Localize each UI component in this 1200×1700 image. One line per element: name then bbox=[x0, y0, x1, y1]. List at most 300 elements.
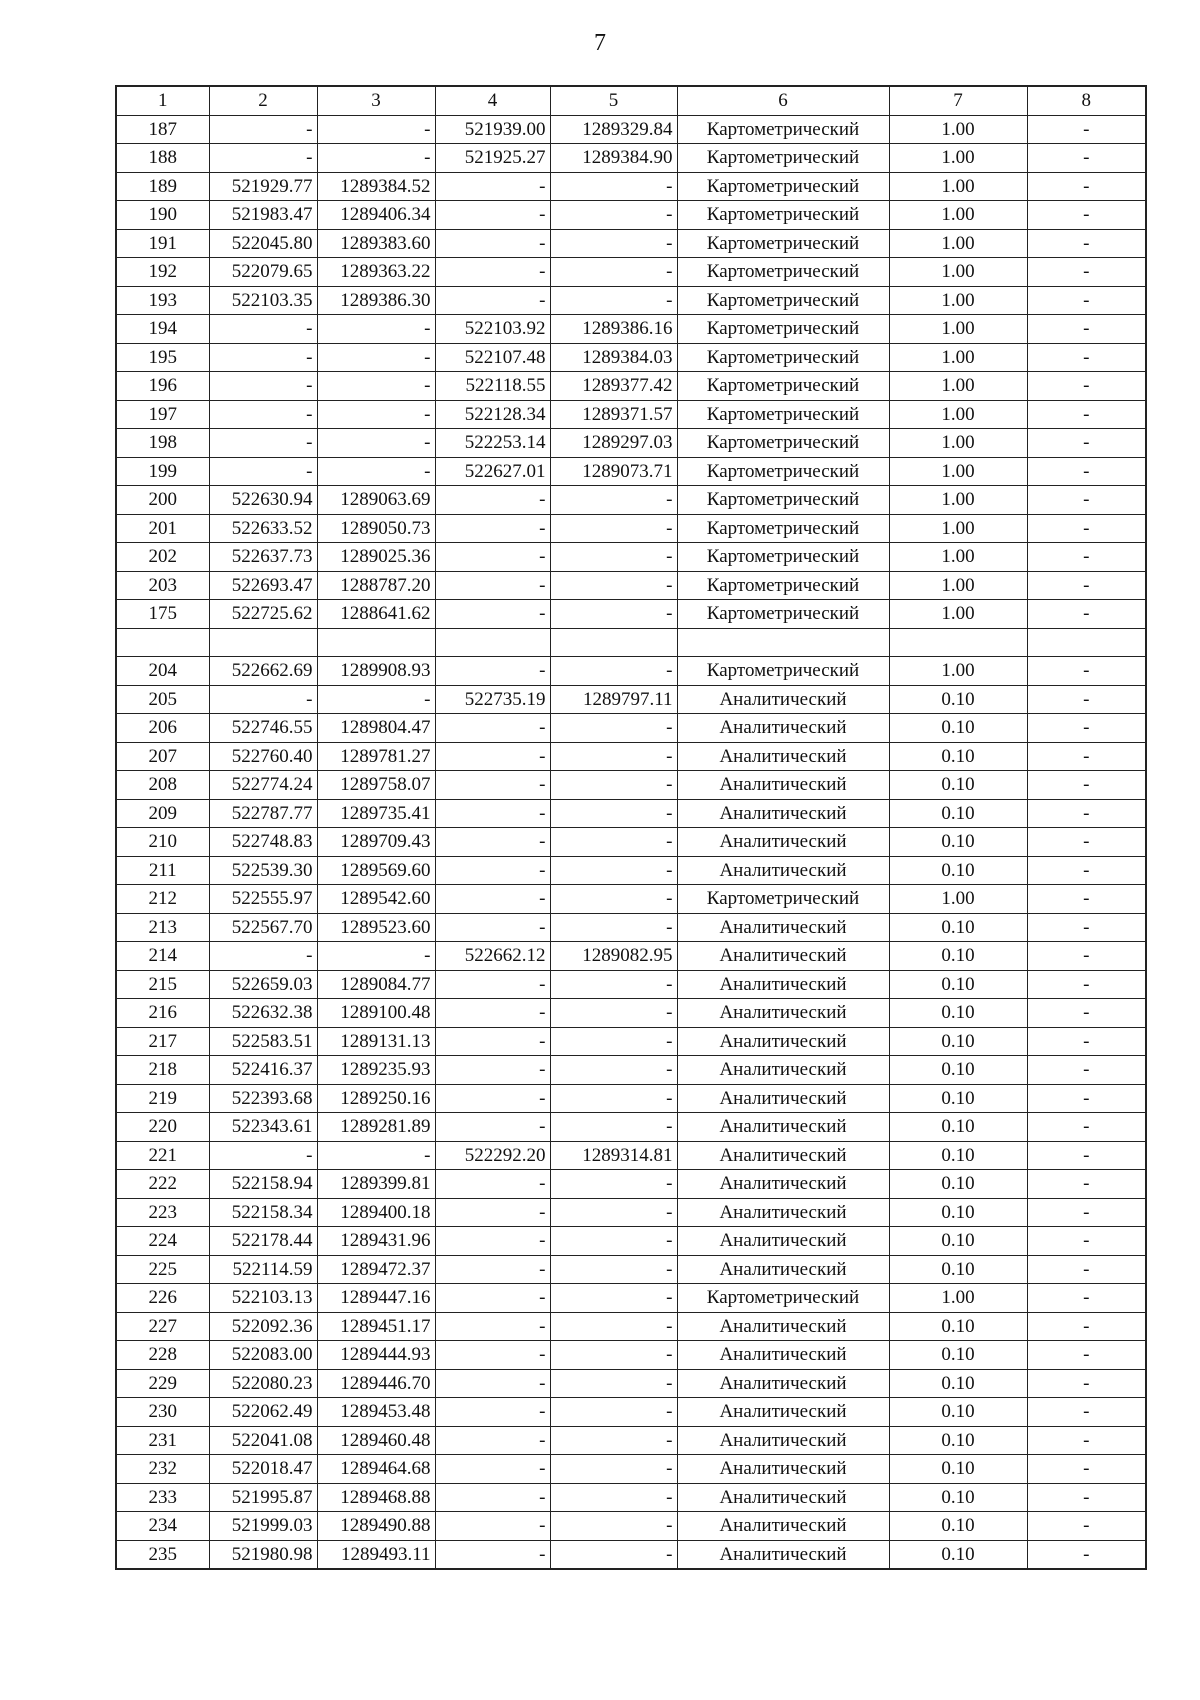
cell-point-number: 231 bbox=[116, 1426, 209, 1455]
cell-note: - bbox=[1027, 571, 1146, 600]
cell-point-number: 193 bbox=[116, 286, 209, 315]
cell-y-coordinate: 1289908.93 bbox=[317, 657, 435, 686]
page-number: 7 bbox=[594, 30, 606, 56]
cell-accuracy: 0.10 bbox=[889, 1113, 1027, 1142]
table-row bbox=[116, 1512, 1146, 1541]
cell-accuracy: 0.10 bbox=[889, 970, 1027, 999]
cell-point-number bbox=[116, 628, 209, 657]
cell-x-coordinate-alt bbox=[435, 628, 550, 657]
cell-y-coordinate-alt: - bbox=[550, 1198, 677, 1227]
cell-y-coordinate: - bbox=[317, 429, 435, 458]
table-row bbox=[116, 1540, 1146, 1569]
cell-y-coordinate-alt: - bbox=[550, 201, 677, 230]
cell-y-coordinate: 1289781.27 bbox=[317, 742, 435, 771]
table-row bbox=[116, 913, 1146, 942]
cell-y-coordinate-alt: - bbox=[550, 1056, 677, 1085]
cell-y-coordinate-alt: 1289386.16 bbox=[550, 315, 677, 344]
cell-point-number: 192 bbox=[116, 258, 209, 287]
cell-x-coordinate: - bbox=[209, 685, 317, 714]
cell-accuracy: 1.00 bbox=[889, 885, 1027, 914]
cell-y-coordinate-alt: - bbox=[550, 286, 677, 315]
cell-y-coordinate-alt: - bbox=[550, 885, 677, 914]
cell-y-coordinate-alt: 1289384.03 bbox=[550, 343, 677, 372]
cell-x-coordinate: 522774.24 bbox=[209, 771, 317, 800]
table-row bbox=[116, 1398, 1146, 1427]
cell-accuracy: 1.00 bbox=[889, 315, 1027, 344]
coordinates-table bbox=[115, 85, 1147, 1570]
cell-note: - bbox=[1027, 1398, 1146, 1427]
cell-y-coordinate-alt: 1289329.84 bbox=[550, 115, 677, 144]
cell-x-coordinate: 522092.36 bbox=[209, 1312, 317, 1341]
cell-x-coordinate: 522103.13 bbox=[209, 1284, 317, 1313]
cell-y-coordinate: 1289468.88 bbox=[317, 1483, 435, 1512]
table-row bbox=[116, 799, 1146, 828]
cell-point-number: 227 bbox=[116, 1312, 209, 1341]
cell-x-coordinate-alt: - bbox=[435, 856, 550, 885]
cell-method: Аналитический bbox=[677, 1341, 889, 1370]
cell-point-number: 217 bbox=[116, 1027, 209, 1056]
table-row bbox=[116, 600, 1146, 629]
cell-method: Картометрический bbox=[677, 201, 889, 230]
cell-accuracy: 0.10 bbox=[889, 799, 1027, 828]
cell-method: Аналитический bbox=[677, 1483, 889, 1512]
cell-method: Аналитический bbox=[677, 1084, 889, 1113]
cell-y-coordinate-alt: - bbox=[550, 970, 677, 999]
cell-accuracy: 0.10 bbox=[889, 1141, 1027, 1170]
cell-x-coordinate: 522079.65 bbox=[209, 258, 317, 287]
cell-y-coordinate-alt: - bbox=[550, 600, 677, 629]
cell-y-coordinate: - bbox=[317, 315, 435, 344]
cell-y-coordinate-alt: - bbox=[550, 742, 677, 771]
cell-note: - bbox=[1027, 1056, 1146, 1085]
cell-x-coordinate: 522748.83 bbox=[209, 828, 317, 857]
cell-accuracy: 0.10 bbox=[889, 742, 1027, 771]
cell-method: Картометрический bbox=[677, 343, 889, 372]
cell-point-number: 188 bbox=[116, 144, 209, 173]
cell-note: - bbox=[1027, 657, 1146, 686]
cell-x-coordinate: 522343.61 bbox=[209, 1113, 317, 1142]
cell-x-coordinate: 522555.97 bbox=[209, 885, 317, 914]
cell-method: Картометрический bbox=[677, 885, 889, 914]
cell-x-coordinate bbox=[209, 628, 317, 657]
cell-y-coordinate: 1289406.34 bbox=[317, 201, 435, 230]
cell-x-coordinate: 522693.47 bbox=[209, 571, 317, 600]
column-header-3: 3 bbox=[317, 86, 435, 115]
cell-x-coordinate: 522080.23 bbox=[209, 1369, 317, 1398]
cell-y-coordinate: 1289446.70 bbox=[317, 1369, 435, 1398]
cell-note: - bbox=[1027, 685, 1146, 714]
cell-point-number: 201 bbox=[116, 514, 209, 543]
cell-note: - bbox=[1027, 1084, 1146, 1113]
cell-point-number: 222 bbox=[116, 1170, 209, 1199]
cell-x-coordinate: 522158.94 bbox=[209, 1170, 317, 1199]
table-body bbox=[116, 115, 1146, 1569]
cell-y-coordinate-alt: - bbox=[550, 1227, 677, 1256]
cell-x-coordinate-alt: - bbox=[435, 913, 550, 942]
cell-method: Аналитический bbox=[677, 1369, 889, 1398]
table-row bbox=[116, 1255, 1146, 1284]
cell-x-coordinate: 521980.98 bbox=[209, 1540, 317, 1569]
cell-x-coordinate-alt: 521939.00 bbox=[435, 115, 550, 144]
cell-point-number: 207 bbox=[116, 742, 209, 771]
cell-y-coordinate: - bbox=[317, 1141, 435, 1170]
cell-method: Картометрический bbox=[677, 372, 889, 401]
cell-x-coordinate-alt: - bbox=[435, 543, 550, 572]
cell-method: Аналитический bbox=[677, 1398, 889, 1427]
cell-point-number: 200 bbox=[116, 486, 209, 515]
cell-note: - bbox=[1027, 144, 1146, 173]
cell-accuracy: 0.10 bbox=[889, 1227, 1027, 1256]
cell-accuracy: 0.10 bbox=[889, 714, 1027, 743]
cell-y-coordinate: 1288641.62 bbox=[317, 600, 435, 629]
table-row bbox=[116, 1113, 1146, 1142]
cell-x-coordinate: 522630.94 bbox=[209, 486, 317, 515]
cell-y-coordinate: 1289025.36 bbox=[317, 543, 435, 572]
cell-y-coordinate: 1289050.73 bbox=[317, 514, 435, 543]
cell-x-coordinate-alt: - bbox=[435, 1027, 550, 1056]
cell-x-coordinate: 522567.70 bbox=[209, 913, 317, 942]
cell-x-coordinate: 522787.77 bbox=[209, 799, 317, 828]
cell-note: - bbox=[1027, 1113, 1146, 1142]
cell-accuracy: 1.00 bbox=[889, 429, 1027, 458]
cell-note: - bbox=[1027, 1426, 1146, 1455]
cell-x-coordinate-alt: - bbox=[435, 1255, 550, 1284]
table-row bbox=[116, 343, 1146, 372]
cell-y-coordinate-alt: - bbox=[550, 258, 677, 287]
cell-method: Картометрический bbox=[677, 172, 889, 201]
cell-point-number: 189 bbox=[116, 172, 209, 201]
table-row bbox=[116, 286, 1146, 315]
cell-x-coordinate: 522178.44 bbox=[209, 1227, 317, 1256]
cell-y-coordinate-alt: - bbox=[550, 1426, 677, 1455]
cell-point-number: 199 bbox=[116, 457, 209, 486]
cell-y-coordinate-alt: - bbox=[550, 799, 677, 828]
cell-method: Картометрический bbox=[677, 115, 889, 144]
cell-accuracy: 1.00 bbox=[889, 144, 1027, 173]
cell-point-number: 214 bbox=[116, 942, 209, 971]
cell-accuracy: 1.00 bbox=[889, 115, 1027, 144]
cell-method: Картометрический bbox=[677, 543, 889, 572]
cell-accuracy: 1.00 bbox=[889, 286, 1027, 315]
cell-y-coordinate: 1289542.60 bbox=[317, 885, 435, 914]
table-row bbox=[116, 172, 1146, 201]
cell-accuracy: 1.00 bbox=[889, 486, 1027, 515]
cell-y-coordinate-alt bbox=[550, 628, 677, 657]
table-row bbox=[116, 1455, 1146, 1484]
cell-method: Картометрический bbox=[677, 571, 889, 600]
cell-x-coordinate-alt: 522128.34 bbox=[435, 400, 550, 429]
cell-x-coordinate-alt: - bbox=[435, 514, 550, 543]
cell-accuracy: 1.00 bbox=[889, 343, 1027, 372]
cell-note: - bbox=[1027, 1369, 1146, 1398]
cell-note: - bbox=[1027, 457, 1146, 486]
cell-y-coordinate-alt: 1289384.90 bbox=[550, 144, 677, 173]
cell-note: - bbox=[1027, 999, 1146, 1028]
cell-note: - bbox=[1027, 1512, 1146, 1541]
cell-accuracy: 0.10 bbox=[889, 1056, 1027, 1085]
cell-note: - bbox=[1027, 1540, 1146, 1569]
table-row bbox=[116, 457, 1146, 486]
cell-x-coordinate: - bbox=[209, 1141, 317, 1170]
cell-y-coordinate-alt: - bbox=[550, 771, 677, 800]
cell-y-coordinate-alt: - bbox=[550, 1540, 677, 1569]
cell-point-number: 211 bbox=[116, 856, 209, 885]
cell-y-coordinate: 1289386.30 bbox=[317, 286, 435, 315]
cell-note: - bbox=[1027, 942, 1146, 971]
cell-accuracy: 1.00 bbox=[889, 457, 1027, 486]
cell-y-coordinate-alt: 1289073.71 bbox=[550, 457, 677, 486]
cell-y-coordinate-alt: - bbox=[550, 1255, 677, 1284]
table-row bbox=[116, 1426, 1146, 1455]
cell-y-coordinate-alt: - bbox=[550, 514, 677, 543]
cell-x-coordinate-alt: - bbox=[435, 1369, 550, 1398]
cell-note: - bbox=[1027, 1170, 1146, 1199]
cell-x-coordinate-alt: 522118.55 bbox=[435, 372, 550, 401]
table-row bbox=[116, 714, 1146, 743]
cell-method: Аналитический bbox=[677, 828, 889, 857]
cell-y-coordinate-alt: - bbox=[550, 1312, 677, 1341]
table-row bbox=[116, 828, 1146, 857]
cell-y-coordinate: - bbox=[317, 457, 435, 486]
table-row bbox=[116, 856, 1146, 885]
cell-x-coordinate: - bbox=[209, 115, 317, 144]
cell-y-coordinate: 1289451.17 bbox=[317, 1312, 435, 1341]
table-row bbox=[116, 942, 1146, 971]
cell-accuracy: 0.10 bbox=[889, 1369, 1027, 1398]
cell-accuracy: 1.00 bbox=[889, 600, 1027, 629]
cell-accuracy: 0.10 bbox=[889, 1255, 1027, 1284]
cell-point-number: 210 bbox=[116, 828, 209, 857]
cell-method: Картометрический bbox=[677, 1284, 889, 1313]
cell-x-coordinate-alt: - bbox=[435, 1198, 550, 1227]
table-row bbox=[116, 1341, 1146, 1370]
cell-y-coordinate-alt: - bbox=[550, 714, 677, 743]
cell-y-coordinate: 1289431.96 bbox=[317, 1227, 435, 1256]
column-header-1: 1 bbox=[116, 86, 209, 115]
cell-y-coordinate: 1289472.37 bbox=[317, 1255, 435, 1284]
cell-point-number: 228 bbox=[116, 1341, 209, 1370]
cell-accuracy: 1.00 bbox=[889, 258, 1027, 287]
cell-accuracy: 1.00 bbox=[889, 229, 1027, 258]
table-row bbox=[116, 1198, 1146, 1227]
cell-point-number: 215 bbox=[116, 970, 209, 999]
cell-accuracy: 0.10 bbox=[889, 1483, 1027, 1512]
cell-y-coordinate: - bbox=[317, 400, 435, 429]
cell-y-coordinate: - bbox=[317, 115, 435, 144]
cell-y-coordinate: 1289447.16 bbox=[317, 1284, 435, 1313]
cell-y-coordinate: 1289384.52 bbox=[317, 172, 435, 201]
cell-x-coordinate-alt: 522103.92 bbox=[435, 315, 550, 344]
cell-x-coordinate-alt: - bbox=[435, 1341, 550, 1370]
cell-y-coordinate-alt: - bbox=[550, 1170, 677, 1199]
cell-y-coordinate-alt: - bbox=[550, 543, 677, 572]
cell-point-number: 191 bbox=[116, 229, 209, 258]
cell-x-coordinate: 522062.49 bbox=[209, 1398, 317, 1427]
cell-accuracy: 1.00 bbox=[889, 172, 1027, 201]
cell-x-coordinate: 522760.40 bbox=[209, 742, 317, 771]
cell-accuracy bbox=[889, 628, 1027, 657]
cell-point-number: 206 bbox=[116, 714, 209, 743]
cell-x-coordinate-alt: - bbox=[435, 1312, 550, 1341]
cell-accuracy: 0.10 bbox=[889, 1170, 1027, 1199]
table-row bbox=[116, 429, 1146, 458]
cell-accuracy: 0.10 bbox=[889, 685, 1027, 714]
cell-y-coordinate: 1289709.43 bbox=[317, 828, 435, 857]
cell-note: - bbox=[1027, 799, 1146, 828]
cell-y-coordinate: - bbox=[317, 942, 435, 971]
cell-note: - bbox=[1027, 429, 1146, 458]
cell-accuracy: 1.00 bbox=[889, 571, 1027, 600]
cell-note: - bbox=[1027, 115, 1146, 144]
cell-y-coordinate-alt: - bbox=[550, 1483, 677, 1512]
cell-note: - bbox=[1027, 600, 1146, 629]
cell-x-coordinate-alt: - bbox=[435, 1284, 550, 1313]
table-row bbox=[116, 115, 1146, 144]
cell-x-coordinate-alt: 522627.01 bbox=[435, 457, 550, 486]
cell-x-coordinate: 522662.69 bbox=[209, 657, 317, 686]
cell-y-coordinate-alt: - bbox=[550, 1341, 677, 1370]
cell-y-coordinate: 1289444.93 bbox=[317, 1341, 435, 1370]
cell-y-coordinate-alt: - bbox=[550, 571, 677, 600]
cell-method: Картометрический bbox=[677, 144, 889, 173]
cell-note: - bbox=[1027, 343, 1146, 372]
cell-point-number: 230 bbox=[116, 1398, 209, 1427]
cell-x-coordinate: 522158.34 bbox=[209, 1198, 317, 1227]
cell-note: - bbox=[1027, 372, 1146, 401]
cell-method: Аналитический bbox=[677, 1198, 889, 1227]
cell-x-coordinate-alt: - bbox=[435, 229, 550, 258]
cell-x-coordinate: - bbox=[209, 343, 317, 372]
cell-y-coordinate-alt: 1289297.03 bbox=[550, 429, 677, 458]
cell-x-coordinate: 522393.68 bbox=[209, 1084, 317, 1113]
cell-accuracy: 1.00 bbox=[889, 372, 1027, 401]
table-row bbox=[116, 1227, 1146, 1256]
cell-point-number: 212 bbox=[116, 885, 209, 914]
cell-x-coordinate: - bbox=[209, 315, 317, 344]
cell-note: - bbox=[1027, 172, 1146, 201]
cell-accuracy: 0.10 bbox=[889, 771, 1027, 800]
cell-note: - bbox=[1027, 742, 1146, 771]
cell-point-number: 204 bbox=[116, 657, 209, 686]
cell-x-coordinate-alt: - bbox=[435, 1227, 550, 1256]
cell-note: - bbox=[1027, 486, 1146, 515]
cell-y-coordinate: 1289084.77 bbox=[317, 970, 435, 999]
table-row bbox=[116, 999, 1146, 1028]
cell-accuracy: 1.00 bbox=[889, 201, 1027, 230]
cell-y-coordinate: 1289063.69 bbox=[317, 486, 435, 515]
cell-x-coordinate: 521983.47 bbox=[209, 201, 317, 230]
cell-y-coordinate: 1289399.81 bbox=[317, 1170, 435, 1199]
cell-accuracy: 0.10 bbox=[889, 1426, 1027, 1455]
cell-y-coordinate-alt: - bbox=[550, 999, 677, 1028]
cell-y-coordinate: 1289758.07 bbox=[317, 771, 435, 800]
cell-point-number: 198 bbox=[116, 429, 209, 458]
cell-accuracy: 0.10 bbox=[889, 1540, 1027, 1569]
cell-x-coordinate: 521999.03 bbox=[209, 1512, 317, 1541]
cell-y-coordinate: - bbox=[317, 343, 435, 372]
table-row bbox=[116, 628, 1146, 657]
cell-method: Аналитический bbox=[677, 742, 889, 771]
cell-y-coordinate bbox=[317, 628, 435, 657]
cell-x-coordinate-alt: - bbox=[435, 799, 550, 828]
cell-y-coordinate-alt: - bbox=[550, 1284, 677, 1313]
cell-point-number: 205 bbox=[116, 685, 209, 714]
cell-note: - bbox=[1027, 1198, 1146, 1227]
cell-note: - bbox=[1027, 885, 1146, 914]
table-row bbox=[116, 742, 1146, 771]
cell-method: Аналитический bbox=[677, 942, 889, 971]
table-row bbox=[116, 970, 1146, 999]
cell-accuracy: 0.10 bbox=[889, 828, 1027, 857]
table-row bbox=[116, 1483, 1146, 1512]
cell-x-coordinate-alt: - bbox=[435, 1455, 550, 1484]
cell-accuracy: 0.10 bbox=[889, 856, 1027, 885]
cell-y-coordinate-alt: - bbox=[550, 1455, 677, 1484]
cell-accuracy: 1.00 bbox=[889, 514, 1027, 543]
table-row bbox=[116, 771, 1146, 800]
cell-note: - bbox=[1027, 201, 1146, 230]
cell-x-coordinate: 521929.77 bbox=[209, 172, 317, 201]
cell-y-coordinate-alt: - bbox=[550, 486, 677, 515]
cell-x-coordinate: - bbox=[209, 457, 317, 486]
cell-y-coordinate: 1289131.13 bbox=[317, 1027, 435, 1056]
cell-x-coordinate: 522416.37 bbox=[209, 1056, 317, 1085]
table-row bbox=[116, 1170, 1146, 1199]
cell-note: - bbox=[1027, 1483, 1146, 1512]
cell-y-coordinate-alt: - bbox=[550, 1512, 677, 1541]
cell-x-coordinate-alt: 522735.19 bbox=[435, 685, 550, 714]
cell-method: Аналитический bbox=[677, 856, 889, 885]
cell-note: - bbox=[1027, 315, 1146, 344]
cell-x-coordinate-alt: 522253.14 bbox=[435, 429, 550, 458]
cell-x-coordinate-alt: - bbox=[435, 999, 550, 1028]
cell-accuracy: 0.10 bbox=[889, 1027, 1027, 1056]
cell-x-coordinate-alt: - bbox=[435, 885, 550, 914]
cell-x-coordinate: 521995.87 bbox=[209, 1483, 317, 1512]
cell-y-coordinate-alt: - bbox=[550, 1027, 677, 1056]
table-row bbox=[116, 1056, 1146, 1085]
cell-point-number: 219 bbox=[116, 1084, 209, 1113]
cell-method: Картометрический bbox=[677, 400, 889, 429]
cell-method: Картометрический bbox=[677, 600, 889, 629]
cell-y-coordinate-alt: - bbox=[550, 1369, 677, 1398]
cell-method: Аналитический bbox=[677, 1113, 889, 1142]
cell-method: Аналитический bbox=[677, 1227, 889, 1256]
cell-method: Картометрический bbox=[677, 457, 889, 486]
cell-point-number: 232 bbox=[116, 1455, 209, 1484]
cell-y-coordinate: 1289235.93 bbox=[317, 1056, 435, 1085]
cell-y-coordinate-alt: - bbox=[550, 229, 677, 258]
cell-point-number: 213 bbox=[116, 913, 209, 942]
cell-accuracy: 0.10 bbox=[889, 999, 1027, 1028]
cell-y-coordinate-alt: - bbox=[550, 856, 677, 885]
cell-method: Аналитический bbox=[677, 999, 889, 1028]
cell-point-number: 194 bbox=[116, 315, 209, 344]
cell-note bbox=[1027, 628, 1146, 657]
cell-y-coordinate: 1289464.68 bbox=[317, 1455, 435, 1484]
cell-x-coordinate-alt: - bbox=[435, 771, 550, 800]
table-row bbox=[116, 1141, 1146, 1170]
cell-method: Картометрический bbox=[677, 514, 889, 543]
cell-y-coordinate: 1289735.41 bbox=[317, 799, 435, 828]
cell-y-coordinate-alt: - bbox=[550, 1084, 677, 1113]
cell-x-coordinate: 522583.51 bbox=[209, 1027, 317, 1056]
cell-method: Аналитический bbox=[677, 1141, 889, 1170]
cell-x-coordinate-alt: - bbox=[435, 1483, 550, 1512]
cell-note: - bbox=[1027, 1312, 1146, 1341]
column-header-6: 6 bbox=[677, 86, 889, 115]
table-row bbox=[116, 657, 1146, 686]
